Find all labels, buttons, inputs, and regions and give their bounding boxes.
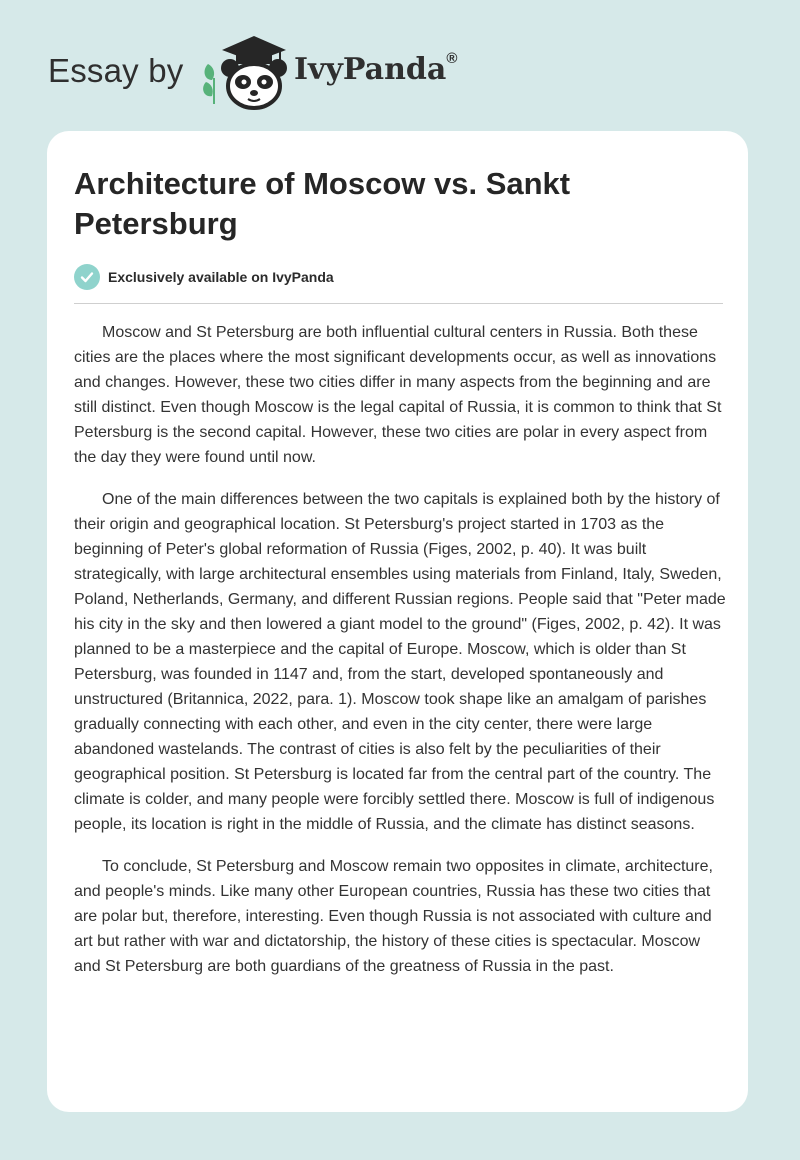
divider xyxy=(74,303,723,304)
brand-name: IvyPanda® xyxy=(294,50,458,87)
exclusive-badge xyxy=(74,264,334,290)
essay-card xyxy=(47,131,748,1112)
page-title: Architecture of Moscow vs. Sankt Petersburg xyxy=(74,166,571,241)
panda-logo-icon xyxy=(200,34,294,110)
registered-mark: ® xyxy=(446,50,458,67)
paragraph: To conclude, St Petersburg and Moscow remain two opposites in climate, architecture, and people's minds. Like many other European countries, Russia has these two cities that are polar but, therefore, interesting. Even though Russia is not associated with culture and art but rather with war and dictatorship, the history of these cities is spectacular. Moscow and St Petersburg are both guardians of the greatness of Russia in the past. xyxy=(74,858,713,975)
brand-header xyxy=(48,34,548,114)
essay-by-label: Essay by xyxy=(48,52,184,89)
paragraph: Moscow and St Petersburg are both influential cultural centers in Russia. Both these cities are the places where the most significant developments occur, as well as innovations and changes. However, these two cities differ in many aspects from the beginning and are still distinct. Even though Moscow is the legal capital of Russia, it is common to think that St Petersburg is the second capital. However, these two cities are polar in every aspect from the day they were found until now. xyxy=(74,324,722,466)
badge-label: Exclusively available on IvyPanda xyxy=(108,269,334,285)
essay-body xyxy=(74,320,726,996)
checkmark-icon xyxy=(74,264,100,290)
paragraph: One of the main differences between the two capitals is explained both by the history of their origin and geographical location. St Petersburg's project started in 1703 as the beginning of Peter's global reformation of Russia (Figes, 2002, p. 40). It was built strategically, with large architectural ensembles using materials from Finland, Italy, Sweden, Poland, Netherlands, Germany, and different Russian regions. People said that "Peter made his city in the sky and then lowered a giant model to the ground" (Figes, 2002, p. 42). It was planned to be a masterpiece and the capital of Europe. Moscow, which is older than St Petersburg, was founded in 1147 and, from the start, developed spontaneously and unstructured (Britannica, 2022, para. 1). Moscow took shape like an amalgam of parishes gradually connecting with each other, and even in the city center, there were large abandoned wastelands. The contrast of cities is also felt by the peculiarities of their geographical position. St Petersburg is located far from the central part of the country. The climate is colder, and many people were forcibly settled there. Moscow is full of indigenous people, its location is right in the middle of Russia, and the climate has distinct seasons. xyxy=(74,491,726,833)
